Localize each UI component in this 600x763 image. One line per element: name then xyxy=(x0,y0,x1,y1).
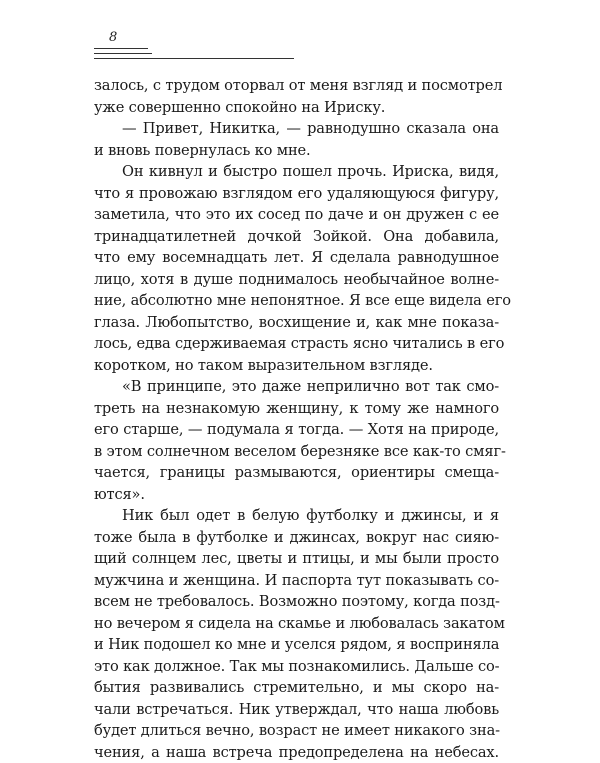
text-line: мужчина и женщина. И паспорта тут показывать со- xyxy=(94,570,499,592)
text-line: залось, с трудом оторвал от меня взгляд и посмотрел xyxy=(94,75,499,97)
text-line: что ему восемнадцать лет. Я сделала равнодушное xyxy=(94,247,499,269)
text-line: чения, а наша встреча предопределена на небесах. xyxy=(94,742,499,763)
text-line: и Ник подошел ко мне и уселся рядом, я восприняла xyxy=(94,634,499,656)
text-line: Ник был одет в белую футболку и джинсы, и я xyxy=(94,505,499,527)
text-line: уже совершенно спокойно на Ириску. xyxy=(94,97,499,119)
text-line: что я провожаю взглядом его удаляющуюся фигуру, xyxy=(94,183,499,205)
text-line: ние, абсолютно мне непонятное. Я все еще видела его xyxy=(94,290,499,312)
text-line: лось, едва сдерживаемая страсть ясно читались в его xyxy=(94,333,499,355)
text-line: щий солнцем лес, цветы и птицы, и мы были просто xyxy=(94,548,499,570)
text-line: будет длиться вечно, возраст не имеет никакого зна- xyxy=(94,720,499,742)
header-rule-long xyxy=(94,58,294,59)
text-line: заметила, что это их сосед по даче и он дружен с ее xyxy=(94,204,499,226)
text-line: «В принципе, это даже неприлично вот так смо- xyxy=(94,376,499,398)
body-text xyxy=(94,75,499,763)
text-line: всем не требовалось. Возможно поэтому, когда позд- xyxy=(94,591,499,613)
text-line: но вечером я сидела на скамье и любовалась закатом xyxy=(94,613,499,635)
text-line: тоже была в футболке и джинсах, вокруг нас сияю- xyxy=(94,527,499,549)
page-number: 8 xyxy=(109,30,117,45)
text-line: бытия развивались стремительно, и мы скоро на- xyxy=(94,677,499,699)
text-line: треть на незнакомую женщину, к тому же намного xyxy=(94,398,499,420)
text-line: глаза. Любопытство, восхищение и, как мне показа- xyxy=(94,312,499,334)
text-line: чали встречаться. Ник утверждал, что наша любовь xyxy=(94,699,499,721)
text-line: Он кивнул и быстро пошел прочь. Ириска, видя, xyxy=(94,161,499,183)
text-line: — Привет, Никитка, — равнодушно сказала она xyxy=(94,118,499,140)
text-line: тринадцатилетней дочкой Зойкой. Она добавила, xyxy=(94,226,499,248)
header-rule-short-1 xyxy=(94,48,148,49)
text-line: его старше, — подумала я тогда. — Хотя на природе, xyxy=(94,419,499,441)
text-line: чается, границы размываются, ориентиры смеща- xyxy=(94,462,499,484)
text-line: ются». xyxy=(94,484,499,506)
header-rule-short-2 xyxy=(94,53,152,54)
text-line: лицо, хотя в душе поднималось необычайное волне- xyxy=(94,269,499,291)
text-line: в этом солнечном веселом березняке все как-то смяг- xyxy=(94,441,499,463)
text-line: это как должное. Так мы познакомились. Дальше со- xyxy=(94,656,499,678)
text-line: и вновь повернулась ко мне. xyxy=(94,140,499,162)
text-line: коротком, но таком выразительном взгляде. xyxy=(94,355,499,377)
